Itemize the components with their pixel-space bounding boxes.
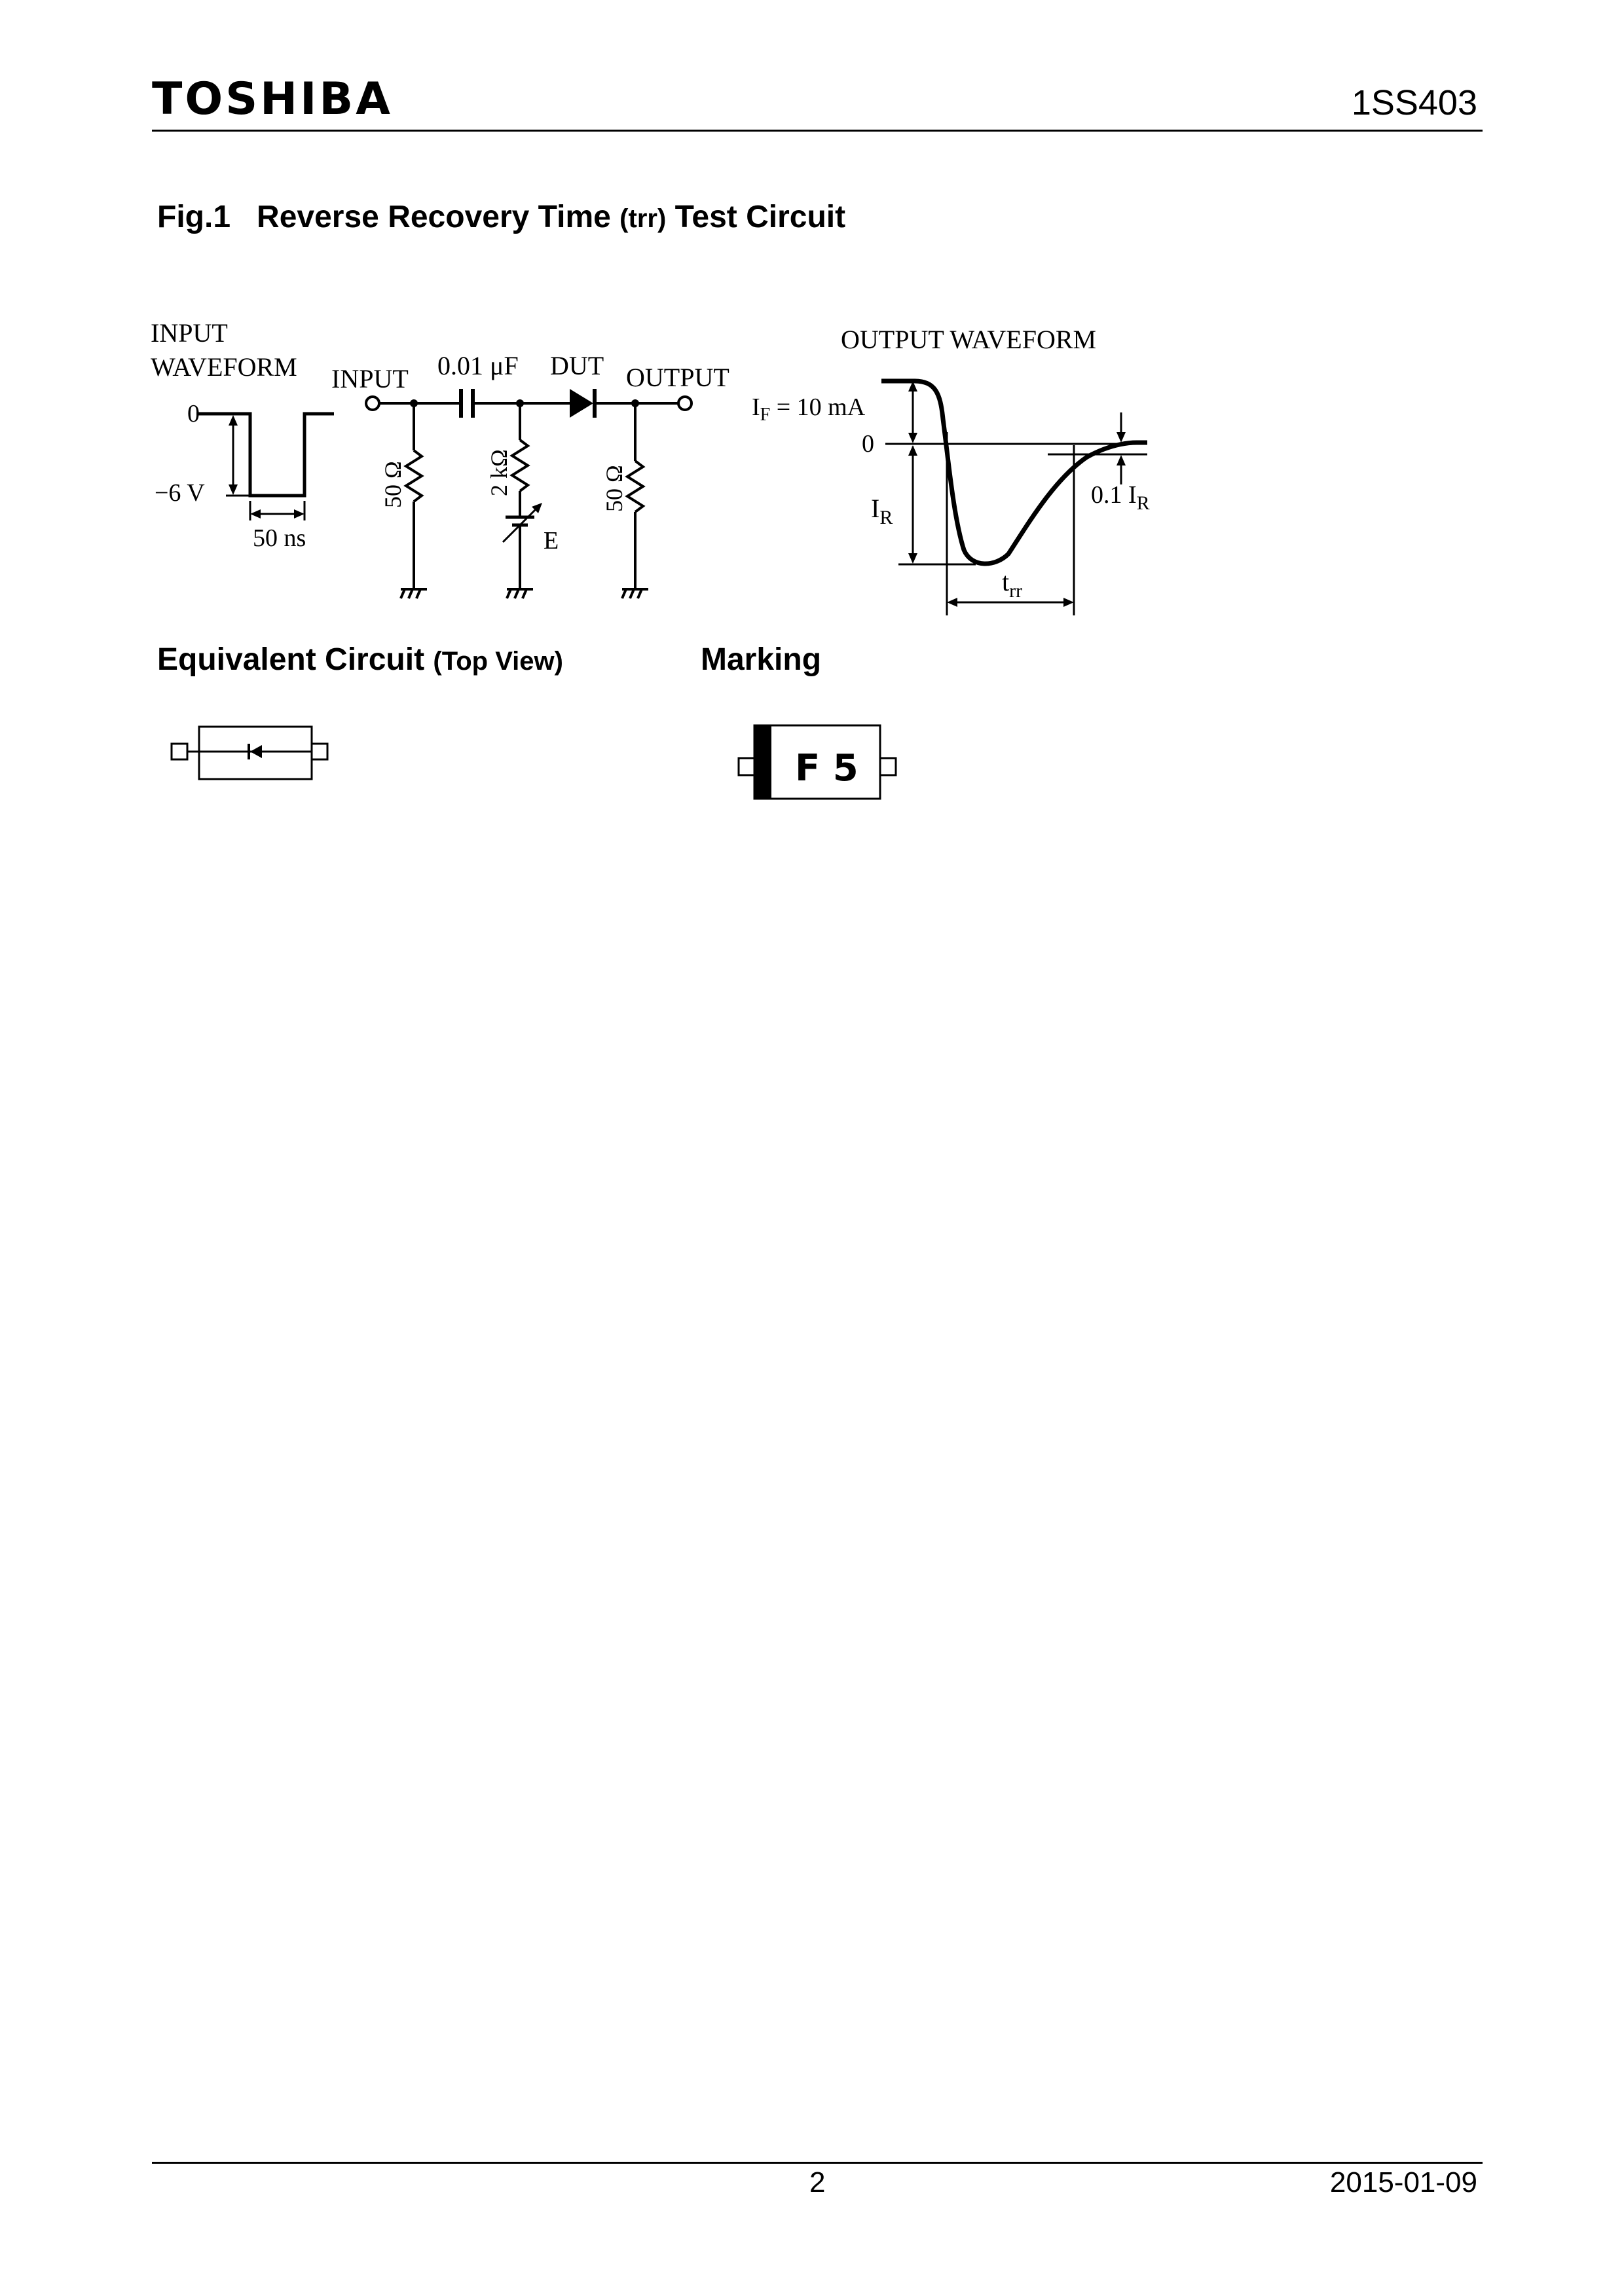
input-waveform-amplitude: −6 V (155, 479, 205, 507)
r-out-label: 50 Ω (601, 465, 627, 512)
circuit-output-label: OUTPUT (626, 363, 729, 392)
circuit-input-label: INPUT (331, 364, 409, 393)
input-waveform-zero: 0 (187, 400, 200, 428)
input-waveform-width: 50 ns (253, 524, 306, 552)
trr-test-circuit-diagram (0, 0, 1624, 655)
ir01-label: 0.1 $I_R$ (1091, 481, 1150, 514)
input-waveform-title-2: WAVEFORM (151, 352, 297, 382)
fig1-title-suffix: Test Circuit (674, 200, 846, 234)
marking-title: Marking (701, 642, 822, 677)
fig1-label: Fig.1 (157, 200, 231, 234)
dut-label: DUT (550, 351, 604, 380)
document-date: 2015-01-09 (1329, 2166, 1477, 2198)
equivalent-circuit-drawing (170, 720, 341, 786)
part-number: 1SS403 (1351, 83, 1477, 122)
marking-code: F 5 (795, 747, 858, 790)
brand-logo: TOSHIBA (152, 73, 393, 125)
input-waveform-title-1: INPUT (151, 318, 228, 348)
test-circuit (366, 389, 692, 598)
r-bias-label: 2 kΩ (486, 449, 512, 496)
equivalent-circuit-note: (Top View) (433, 647, 563, 676)
fig1-title-symbol: (trr) (619, 204, 667, 233)
output-waveform-title: OUTPUT WAVEFORM (841, 325, 1097, 354)
input-waveform (196, 414, 334, 520)
page-number: 2 (809, 2166, 826, 2198)
capacitor-label: 0.01 μF (437, 351, 519, 380)
marking-drawing (732, 720, 902, 805)
source-label: E (544, 527, 559, 555)
fig1-title-text: Reverse Recovery Time (257, 200, 611, 234)
footer-rule (152, 2162, 1483, 2164)
cathode-band (754, 725, 771, 799)
ir-label: $I_R$ (871, 494, 893, 528)
equivalent-circuit-title (157, 644, 563, 676)
output-zero-label: 0 (862, 430, 874, 458)
equivalent-circuit-title-text: Equivalent Circuit (157, 642, 425, 677)
trr-label: $t_{rr}$ (1002, 567, 1023, 602)
if-label: $I_F = 10$ mA (752, 393, 866, 425)
r-in-label: 50 Ω (380, 461, 406, 508)
